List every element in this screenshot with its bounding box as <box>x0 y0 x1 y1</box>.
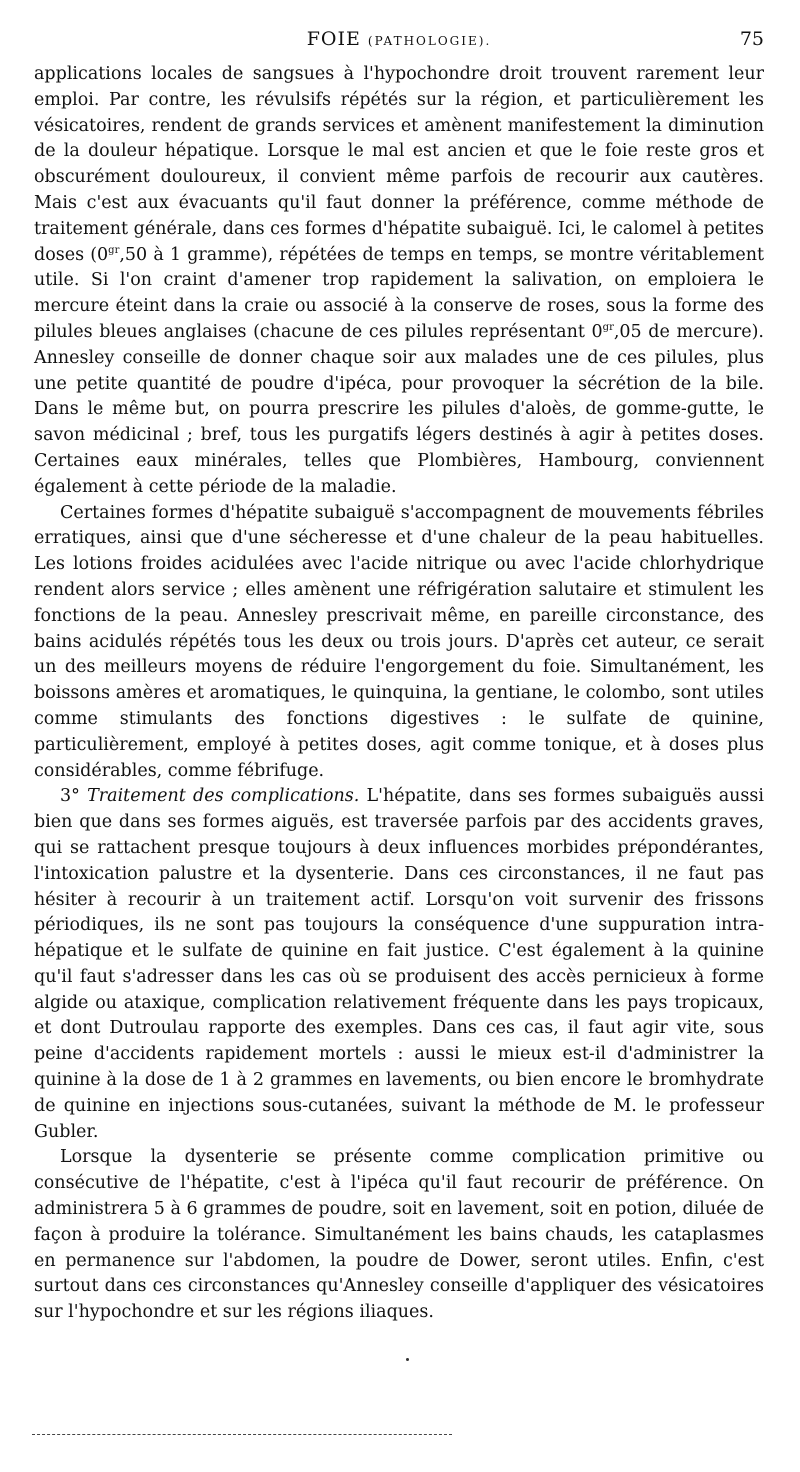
page-number: 75 <box>739 28 764 50</box>
text-segment: Lorsque la dysenterie se présente comme complication primitive ou consécutive de l'hépatite, c'est à l'ipéca qu'il faut recourir de préférence. On administrera 5 à 6 grammes de poudre, soit en lavement, soit en potion, diluée de façon à produire la tolérance. Simultanément les bains chauds, les cataplasmes en permanence sur l'abdomen, la poudre de Dower, seront utiles. Enfin, c'est surtout dans ces circonstances qu'Annesley conseille d'appliquer des vésicatoires sur l'hypochondre et sur les régions iliaques. <box>34 1147 764 1323</box>
italic-heading: Traitement des complications. <box>87 786 360 807</box>
paragraph <box>34 784 764 1145</box>
text-segment: L'hépatite, dans ses formes subaiguës aussi bien que dans ses formes aiguës, est traversée parfois par des accidents graves, qui se rattachent presque toujours à deux influences morbides prépondérantes, l'intoxication palustre et la dysenterie. Dans ces circonstances, il ne faut pas hésiter à recourir à un traitement actif. Lorsqu'on voit survenir des frissons périodiques, ils ne sont pas toujours la conséquence d'une suppuration intra-hépatique et le sulfate de quinine en fait justice. C'est également à la quinine qu'il faut s'adresser dans les cas où se produisent des accès pernicieux à forme algide ou ataxique, complication relativement fréquente dans les pays tropicaux, et dont Dutroulau rapporte des exemples. Dans ces cas, il faut agir vite, sous peine d'accidents rapidement mortels : aussi le mieux est-il d'administrer la quinine à la dose de 1 à 2 grammes en lavements, ou bien encore le bromhydrate de quinine en injections sous-cutanées, suivant la méthode de M. le professeur Gubler. <box>34 786 764 1142</box>
text-segment: Certaines formes d'hépatite subaiguë s'accompagnent de mouvements fébriles erratiques, ainsi que d'une sécheresse et d'une chaleur de la peau habituelles. Les lotions froides acidulées avec l'acide nitrique ou avec l'acide chlorhydrique rendent alors service ; elles amènent une réfrigération salutaire et stimulent les fonctions de la peau. Annesley prescrivait même, en pareille circonstance, des bains acidulés répétés tous les deux ou trois jours. D'après cet auteur, ce serait un des meilleurs moyens de réduire l'engorgement du foie. Simultanément, les boissons amères et aromatiques, le quinquina, la gentiane, le colombo, sont utiles comme stimulants des fonctions digestives : le sulfate de quinine, particulièrement, employé à petites doses, agit comme tonique, et à doses plus considérables, comme fébrifuge. <box>34 502 764 781</box>
running-title-subtitle: (PATHOLOGIE). <box>367 34 492 48</box>
text-segment: applications locales de sangsues à l'hypochondre droit trouvent rarement leur emploi. Par contre, les révulsifs répétés sur la région, et particulièrement les vésicatoires, rendent de grands services et amènent manifestement la diminution de la douleur hépatique. Lorsque le mal est ancien et que le foie reste gros et obscurément douloureux, il convient même parfois de recourir aux cautères. Mais c'est aux évacuants qu'il faut donner la préférence, comme méthode de traitement générale, dans ces formes d'hépatite subaiguë. Ici, le calomel à petites doses (0 <box>34 64 765 265</box>
paragraph <box>34 1145 764 1326</box>
unit-superscript: gr <box>108 244 120 256</box>
paragraph <box>34 62 764 501</box>
running-title-main: FOIE <box>306 28 361 50</box>
body-text <box>34 62 764 1326</box>
text-segment: ,50 à 1 gramme), répétées de temps en temps, se montre véritablement utile. Si l'on craint d'amener trop rapidement la salivation, on emploiera le mercure éteint dans la craie ou associé à la conserve de roses, sous la forme des pilules bleues anglaises (chacune de ces pilules représentant 0 <box>34 244 764 342</box>
unit-superscript: gr <box>602 322 614 334</box>
text-segment: ,05 de mercure). Annesley conseille de donner chaque soir aux malades une de ces pilules, plus une petite quantité de poudre d'ipéca, pour provoquer la sécrétion de la bile. Dans le même but, on pourra prescrire les pilules d'aloès, de gomme-gutte, le savon médicinal ; bref, tous les purgatifs légers destinés à agir à petites doses. Certaines eaux minérales, telles que Plombières, Hambourg, conviennent également à cette période de la maladie. <box>34 321 764 497</box>
paragraph <box>34 501 764 785</box>
running-title <box>34 28 764 50</box>
bottom-print-artifact <box>32 1434 452 1435</box>
text-segment: 3° <box>60 786 88 807</box>
page-header <box>34 28 764 58</box>
stray-dot-mark <box>406 1358 409 1361</box>
